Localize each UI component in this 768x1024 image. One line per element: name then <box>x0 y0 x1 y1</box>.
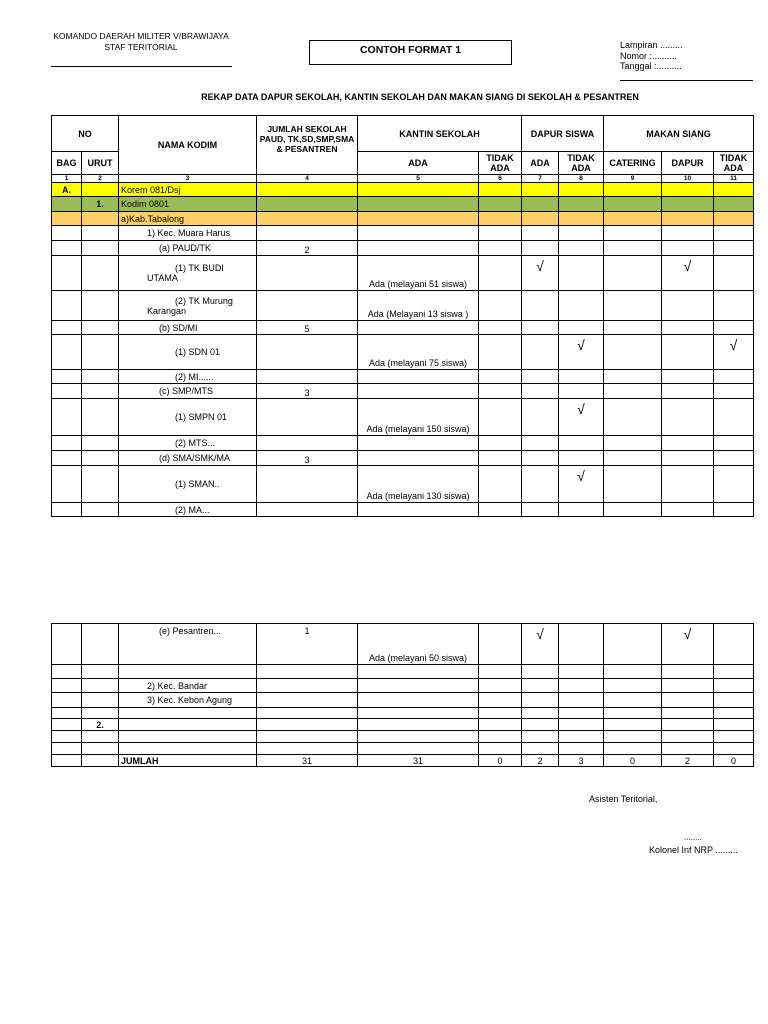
col-number: 2 <box>82 175 119 183</box>
recap-table <box>51 115 754 517</box>
lampiran-field: Lampiran ......... <box>620 40 683 50</box>
col-number: 7 <box>522 175 559 183</box>
col-number: 6 <box>479 175 522 183</box>
total-label: JUMLAH <box>119 755 257 767</box>
col-number: 3 <box>119 175 257 183</box>
table-row <box>52 708 754 719</box>
table-row <box>52 399 754 436</box>
reference-underline <box>620 80 753 81</box>
table-row <box>52 719 754 731</box>
cell-jumlah: 1 <box>257 624 358 665</box>
nomor-field: Nomor :.......... <box>620 50 678 61</box>
cell-kantin-ada: Ada (Melayani 13 siswa ) <box>358 291 479 321</box>
table-row <box>52 384 754 399</box>
header-kantin-sekolah: KANTIN SEKOLAH <box>358 116 522 152</box>
check-mark: √ <box>559 466 604 503</box>
table-row <box>52 197 754 212</box>
cell-kantin-ada: Ada (melayani 51 siswa) <box>358 256 479 291</box>
cell-nama: Kodim 0801 <box>119 197 257 212</box>
cell-nama: 3) Kec. Kebon Agung <box>119 693 257 708</box>
document-title: REKAP DATA DAPUR SEKOLAH, KANTIN SEKOLAH DAN MAKAN SIANG DI SEKOLAH & PESANTREN <box>201 92 639 102</box>
recap-table-continued <box>51 623 754 767</box>
table-row <box>52 743 754 755</box>
header-catering: CATERING <box>604 152 662 175</box>
table-row <box>52 693 754 708</box>
header-makan-dapur: DAPUR <box>662 152 714 175</box>
header-dapur-tidak-ada: TIDAK ADA <box>559 152 604 175</box>
table-row <box>52 370 754 384</box>
cell-jumlah: 5 <box>257 321 358 335</box>
table-row <box>52 183 754 197</box>
col-number: 1 <box>52 175 82 183</box>
cell-nama <box>119 291 257 321</box>
total-kantin-ada: 31 <box>358 755 479 767</box>
cell-nama: a)Kab.Tabalong <box>119 212 257 226</box>
table-row <box>52 436 754 451</box>
table-row <box>52 451 754 466</box>
header-urut: URUT <box>82 152 119 175</box>
table-row <box>52 241 754 256</box>
total-catering: 0 <box>604 755 662 767</box>
letterhead-org <box>50 31 232 53</box>
cell-nama: 1) Kec. Muara Harus <box>119 226 257 241</box>
cell-nama: (1) SMPN 01 <box>119 399 257 436</box>
header-no: NO <box>52 116 119 152</box>
total-dapur-tidak: 3 <box>559 755 604 767</box>
header-dapur-ada: ADA <box>522 152 559 175</box>
header-dapur-siswa: DAPUR SISWA <box>522 116 604 152</box>
check-mark: √ <box>559 399 604 436</box>
cell-jumlah: 3 <box>257 384 358 399</box>
tanggal-field: Tanggal :.......... <box>620 61 682 71</box>
cell-nama-text: (1) TK BUDI UTAMA <box>147 263 224 283</box>
cell-urut <box>82 183 119 197</box>
header-nama-kodim: NAMA KODIM <box>119 116 257 175</box>
col-number: 9 <box>604 175 662 183</box>
signature-dots: ........ <box>684 833 702 842</box>
cell-nama: (b) SD/MI <box>119 321 257 335</box>
table-row <box>52 335 754 370</box>
column-number-row <box>52 175 754 183</box>
table-row <box>52 321 754 335</box>
col-number: 4 <box>257 175 358 183</box>
cell-nama: (c) SMP/MTS <box>119 384 257 399</box>
cell-nama: (2) MA... <box>119 503 257 517</box>
signature-name: Kolonel Inf NRP ......... <box>649 845 738 855</box>
cell-jumlah: 3 <box>257 451 358 466</box>
table-row <box>52 256 754 291</box>
cell-nama: 2) Kec. Bandar <box>119 679 257 693</box>
col-number: 11 <box>714 175 754 183</box>
cell-nama <box>119 256 257 291</box>
cell-bag: A. <box>52 183 82 197</box>
header-makan-siang: MAKAN SIANG <box>604 116 754 152</box>
total-kantin-tidak: 0 <box>479 755 522 767</box>
table-row <box>52 212 754 226</box>
total-dapur-ada: 2 <box>522 755 559 767</box>
cell-kantin-ada: Ada (melayani 50 siswa) <box>358 624 479 665</box>
cell-urut: 2. <box>82 719 119 731</box>
col-number: 10 <box>662 175 714 183</box>
org-line-2: STAF TERITORIAL <box>104 42 178 52</box>
cell-nama: (e) Pesantren... <box>119 624 257 665</box>
org-underline <box>51 66 232 67</box>
header-jumlah-sekolah: JUMLAH SEKOLAH PAUD, TK,SD,SMP,SMA & PESANTREN <box>257 116 358 175</box>
total-makan-dapur: 2 <box>662 755 714 767</box>
format-title-box <box>309 40 512 65</box>
table-row <box>52 624 754 665</box>
check-mark: √ <box>522 256 559 291</box>
total-row <box>52 755 754 767</box>
check-mark: √ <box>662 624 714 665</box>
table-row <box>52 665 754 679</box>
cell-nama: Korem 081/Dsj <box>119 183 257 197</box>
table-row <box>52 291 754 321</box>
table-row <box>52 503 754 517</box>
cell-kantin-ada: Ada (melayani 150 siswa) <box>358 399 479 436</box>
table-row <box>52 466 754 503</box>
check-mark: √ <box>714 335 754 370</box>
header-kantin-ada: ADA <box>358 152 479 175</box>
col-number: 8 <box>559 175 604 183</box>
cell-nama: (a) PAUD/TK <box>119 241 257 256</box>
cell-nama: (2) MTS... <box>119 436 257 451</box>
cell-nama: (2) MI...... <box>119 370 257 384</box>
col-number: 5 <box>358 175 479 183</box>
total-jumlah: 31 <box>257 755 358 767</box>
check-mark: √ <box>559 335 604 370</box>
signature-title: Asisten Teritorial, <box>589 794 658 804</box>
org-line-1: KOMANDO DAERAH MILITER V/BRAWIJAYA <box>53 31 229 41</box>
cell-nama-text: (2) TK Murung Karangan <box>147 295 233 316</box>
table-row <box>52 679 754 693</box>
check-mark: √ <box>662 256 714 291</box>
cell-kantin-ada: Ada (melayani 75 siswa) <box>358 335 479 370</box>
cell-nama: (d) SMA/SMK/MA <box>119 451 257 466</box>
cell-nama: (1) SDN 01 <box>119 335 257 370</box>
cell-kantin-ada: Ada (melayani 130 siswa) <box>358 466 479 503</box>
header-kantin-tidak-ada: TIDAK ADA <box>479 152 522 175</box>
table-row <box>52 226 754 241</box>
header-makan-tidak-ada: TIDAK ADA <box>714 152 754 175</box>
cell-urut: 1. <box>82 197 119 212</box>
reference-block <box>620 40 683 72</box>
total-makan-tidak: 0 <box>714 755 754 767</box>
format-title: CONTOH FORMAT 1 <box>359 44 462 56</box>
cell-jumlah: 2 <box>257 241 358 256</box>
cell-bag <box>52 197 82 212</box>
header-bag: BAG <box>52 152 82 175</box>
cell-nama: (1) SMAN.. <box>119 466 257 503</box>
check-mark: √ <box>522 624 559 665</box>
table-row <box>52 731 754 743</box>
